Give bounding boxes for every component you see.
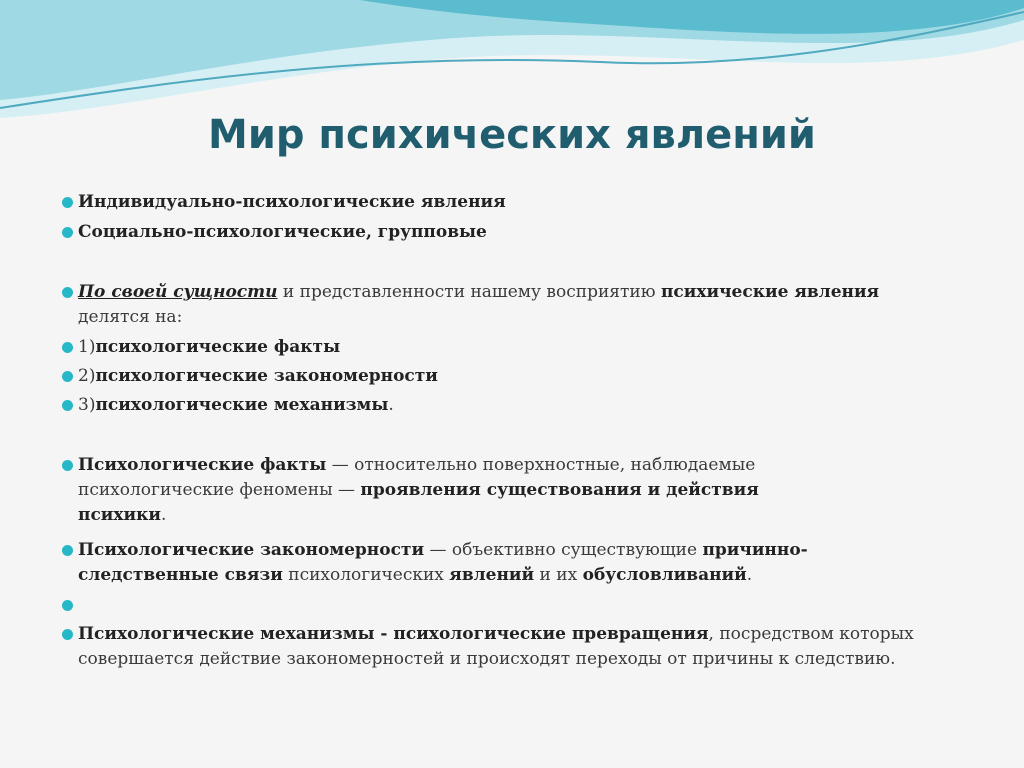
bullet-dot-icon: [62, 227, 73, 238]
decorative-wave-header: [0, 0, 1024, 130]
item-bold-text: Психологические закономерности: [78, 540, 425, 560]
item-text: .: [161, 505, 167, 525]
item-bold-text: психологические механизмы: [95, 395, 389, 415]
item-text: — относительно поверхностные, наблюдаемые психологические феномены —: [78, 455, 756, 500]
list-item: [62, 220, 962, 245]
bullet-dot-icon: [62, 287, 73, 298]
list-item: [62, 453, 962, 528]
item-bold-text: Психологические механизмы - психологические превращения: [78, 624, 709, 644]
item-bold-text: причинно-следственные связи: [78, 540, 808, 585]
list-item: [62, 538, 962, 588]
item-text: Социально-психологические, групповые: [78, 222, 487, 242]
bullet-dot-icon: [62, 460, 73, 471]
bullet-dot-icon: [62, 342, 73, 353]
item-text: делятся на:: [78, 307, 183, 327]
item-number: 2): [78, 366, 96, 386]
emphasis-text: По своей сущности: [78, 282, 278, 302]
item-text: — объективно существующие: [429, 540, 698, 560]
item-bold-text: проявления существования и действия психики: [78, 480, 759, 525]
item-bold-text: психологические факты: [95, 337, 341, 357]
bullet-dot-icon: [62, 197, 73, 208]
item-text: и представленности нашему восприятию: [282, 282, 656, 302]
item-bold-text: психические явления: [660, 282, 880, 302]
bullet-dot-icon: [62, 600, 73, 611]
item-number: 3): [78, 395, 96, 415]
item-text: .: [746, 565, 753, 585]
list-item: [62, 190, 962, 215]
item-bold-text: обусловливаний: [582, 565, 747, 585]
item-text: и их: [539, 565, 578, 585]
item-bold-text: психологические закономерности: [95, 366, 438, 386]
item-text: Индивидуально-психологические явления: [78, 192, 506, 212]
bullet-dot-icon: [62, 629, 73, 640]
bullet-dot-icon: [62, 371, 73, 382]
list-item: [62, 280, 962, 330]
item-text: , посредством которых совершается действие закономерностей и происходят переходы от причины к следствию.: [78, 624, 914, 669]
item-text: .: [388, 395, 394, 415]
item-number: 1): [78, 337, 96, 357]
item-bold-text: Психологические факты: [78, 455, 327, 475]
list-item: [62, 335, 962, 360]
bullet-dot-icon: [62, 400, 73, 411]
item-text: психологических: [288, 565, 444, 585]
item-bold-text: явлений: [449, 565, 535, 585]
list-item: [62, 622, 962, 672]
list-item: [62, 393, 962, 418]
slide-title: Мир психических явлений: [208, 112, 816, 158]
bullet-dot-icon: [62, 545, 73, 556]
list-item: [62, 364, 962, 389]
